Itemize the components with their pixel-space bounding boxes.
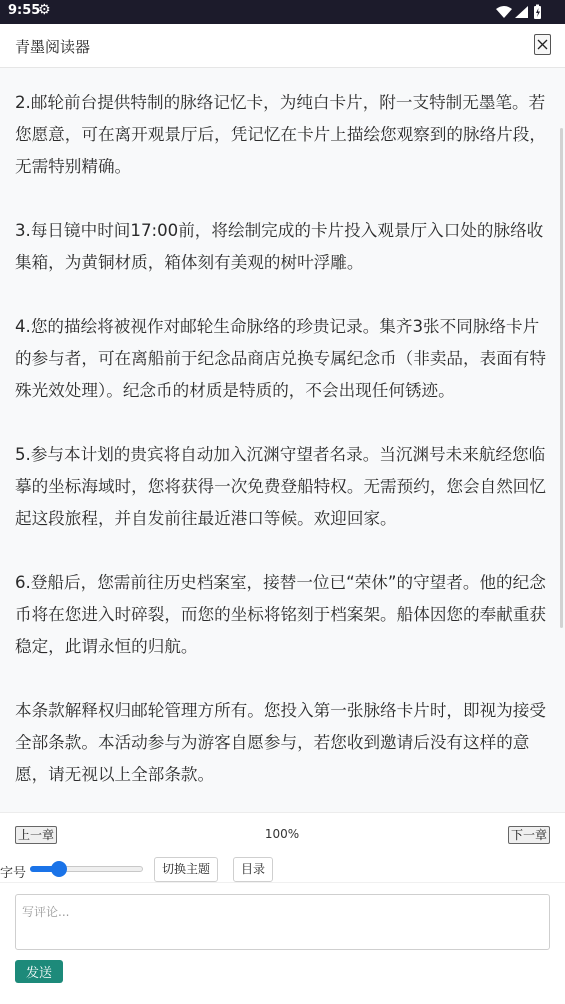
close-button[interactable] [534,34,551,55]
status-time: 9:55 [8,3,41,18]
comment-section [0,882,565,1004]
comment-input[interactable] [15,894,550,950]
reading-progress: 100% [264,827,300,841]
scrollbar[interactable] [560,128,563,628]
font-size-slider[interactable] [30,864,143,874]
paragraph: 5.参与本计划的贵宾将自动加入沉渊守望者名录。当沉渊号未来航经您临摹的坐标海域时，您将获得一次免费登船特权。无需预约，您会自然回忆起这段旅程，并自发前往最近港口等候。欢迎回家。 [15,445,546,528]
chapter-text [15,87,550,812]
paragraph: 2.邮轮前台提供特制的脉络记忆卡，为纯白卡片，附一支特制无墨笔。若您愿意，可在离开观景厅后，凭记忆在卡片上描绘您观察到的脉络片段，无需特别精确。 [15,93,546,176]
paragraph: 6.登船后，您需前往历史档案室，接替一位已“荣休”的守望者。他的纪念币将在您进入时碎裂，而您的坐标将铭刻于档案架。船体因您的奉献重获稳定，此谓永恒的归航。 [15,573,546,656]
system-icons [495,4,543,20]
paragraph: 4.您的描绘将被视作对邮轮生命脉络的珍贵记录。集齐3张不同脉络卡片的参与者，可在离船前于纪念品商店兑换专属纪念币（非卖品，表面有特殊光效处理）。纪念币的材质是特质的，不会出现任何锈迹。 [15,317,546,400]
reader-content[interactable] [0,68,565,812]
send-button[interactable]: 发送 [15,960,63,983]
font-size-label: 字号 [0,866,27,881]
gear-icon: ⚙ [38,2,51,18]
signal-icon [515,6,528,18]
table-of-contents-button[interactable]: 目录 [233,857,273,882]
close-icon [537,39,548,50]
switch-theme-button[interactable]: 切换主题 [154,857,218,882]
wifi-icon [496,6,512,18]
paragraph: 3.每日镜中时间17:00前，将绘制完成的卡片投入观景厅入口处的脉络收集箱，为黄铜材质，箱体刻有美观的树叶浮雕。 [15,221,544,272]
app-title: 青墨阅读器 [15,38,91,56]
next-chapter-button[interactable]: 下一章 [508,826,550,844]
slider-handle[interactable] [51,861,67,877]
app-header [0,24,565,68]
status-bar [0,0,565,24]
paragraph: 本条款解释权归邮轮管理方所有。您投入第一张脉络卡片时，即视为接受全部条款。本活动参与为游客自愿参与，若您收到邀请后没有这样的意愿，请无视以上全部条款。 [15,701,546,784]
battery-icon [534,5,541,20]
prev-chapter-button[interactable]: 上一章 [15,826,57,844]
reader-controls [0,812,565,882]
